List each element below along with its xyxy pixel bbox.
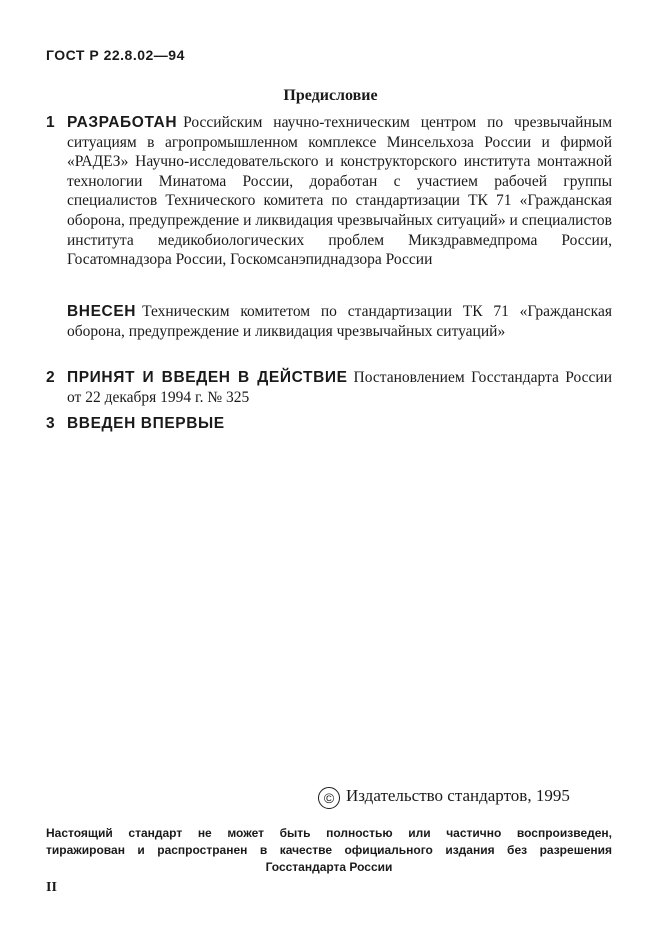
item-number: 2 — [46, 369, 55, 386]
item-text: Постановлением Госстандарта России от 22 декабря 1994 г. № 325 — [67, 369, 612, 406]
reproduction-notice — [46, 825, 612, 876]
item-keyword: ВВЕДЕН ВПЕРВЫЕ — [67, 415, 225, 432]
page-number: II — [46, 880, 57, 895]
item-1 — [46, 113, 612, 270]
item-number: 3 — [46, 415, 55, 432]
copyright-text: Издательство стандартов, 1995 — [346, 786, 570, 805]
item-2 — [46, 368, 612, 407]
document-code: ГОСТ Р 22.8.02—94 — [46, 47, 185, 63]
item-number: 1 — [46, 114, 55, 131]
notice-line-1: Настоящий стандарт не может быть полностью или частично воспроизведен, — [46, 826, 612, 840]
item-keyword: ПРИНЯТ И ВВЕДЕН В ДЕЙСТВИЕ — [67, 369, 348, 386]
notice-line-3: Госстандарта России — [265, 860, 393, 874]
copyright-icon: © — [318, 787, 340, 809]
copyright-line — [318, 786, 570, 809]
section-heading: Предисловие — [283, 87, 378, 104]
item-3 — [46, 414, 612, 434]
item-keyword: РАЗРАБОТАН — [67, 114, 178, 131]
notice-line-2: тиражирован и распространен в качестве официального издания без разрешения — [46, 843, 612, 857]
item-text: Техническим комитетом по стандартизации ТК 71 «Гражданская оборона, предупреждение и ликвидация чрезвычайных ситуаций» — [67, 303, 612, 340]
item-submitted — [67, 302, 612, 341]
item-keyword: ВНЕСЕН — [67, 303, 137, 320]
item-text: Российским научно-техническим центром по чрезвычайным ситуациям в агропромышленном комплексе Минсельхоза России и фирмой «РАДЕЗ» Научно-исследовательского и конструкторского института монтажной технологии Минатома России, доработан с участием рабочей группы специалистов Технического комитета по стандартизации ТК 71 «Гражданская оборона, предупреждение и ликвидация чрезвычайных ситуаций» и специалистов института медикобиологических проблем Микздравмедпрома России, Госатомнадзора России, Госкомсанэпиднадзора России — [67, 114, 612, 269]
